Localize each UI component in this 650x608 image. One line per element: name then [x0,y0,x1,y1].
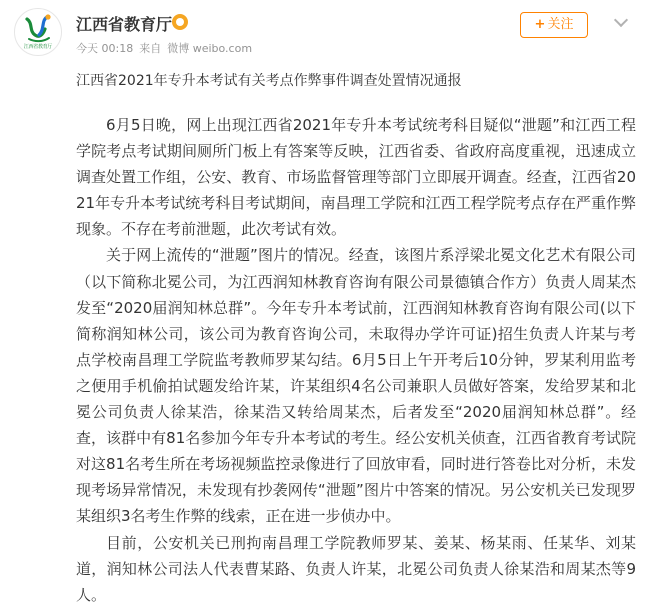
paragraph: 目前，公安机关已刑拘南昌理工学院教师罗某、姜某、杨某雨、任某华、刘某道，润知林公司法人代表曹某路、负责人许某，北冕公司负责人徐某浩和周某杰等9人。 [76,533,636,604]
paragraph: 关于网上流传的“泄题”图片的情况。经查，该图片系浮梁北冕文化艺术有限公司（以下简称北冕公司，为江西润知林教育咨询有限公司景德镇合作方）负责人周某杰发至“2020届润知林总群”。今年专升本考试前，江西润知林教育咨询有限公司(以下简称润知林公司，该公司为教育咨询公司，未取得办学许可证)招生负责人许某与考点学校南昌理工学院监考教师罗某勾结。6月5日上午开考后10分钟，罗某利用监考之便用手机偷拍试题发给许某，许某组织4名公司兼职人员做好答案，发给罗某和北冕公司负责人徐某浩，徐某浩又转给周某杰，后者发至“2020届润知林总群”。经查，该群中有81名参加今年专升本考试的考生。经公安机关侦查，江西省教育考试院对这81名考生所在考场视频监控录像进行了回放审看，同时进行答卷比对分析，未发现考场异常情况，未发现有抄袭网传“泄题”图片中答案的情况。另公安机关已发现罗某组织3名考生作弊的线索，正在进一步侦办中。 [76,246,636,526]
avatar[interactable] [14,8,62,56]
post-title: 江西省2021年专升本考试有关考点作弊事件调查处置情况通报 [76,73,462,89]
post-header [0,0,650,62]
post-body [76,112,636,608]
follow-label: 关注 [547,17,574,32]
plus-icon: + [534,17,546,32]
chevron-down-icon[interactable] [614,13,628,27]
follow-button[interactable] [520,12,588,38]
post-time[interactable]: 今天 00:18 [76,42,134,55]
post-source[interactable]: 微博 weibo.com [167,42,253,55]
post-meta [76,40,258,56]
account-name[interactable]: 江西省教育厅 [76,15,173,34]
logo-caption: 江西省教育厅 [23,44,53,50]
paragraph: 6月5日晚，网上出现江西省2021年专升本考试统考科目疑似“泄题”和江西工程学院考点考试期间厕所门板上有答案等反映，江西省委、省政府高度重视，迅速成立调查处置工作组，公安、教育、市场监督管理等部门立即展开调查。经查，江西省2021年专升本考试统考科目考试期间，南昌理工学院和江西工程学院考点存在严重作弊现象。不存在考前泄题，此次考试有效。 [76,116,636,239]
source-prefix: 来自 [139,42,162,55]
verified-badge-icon [172,14,188,30]
